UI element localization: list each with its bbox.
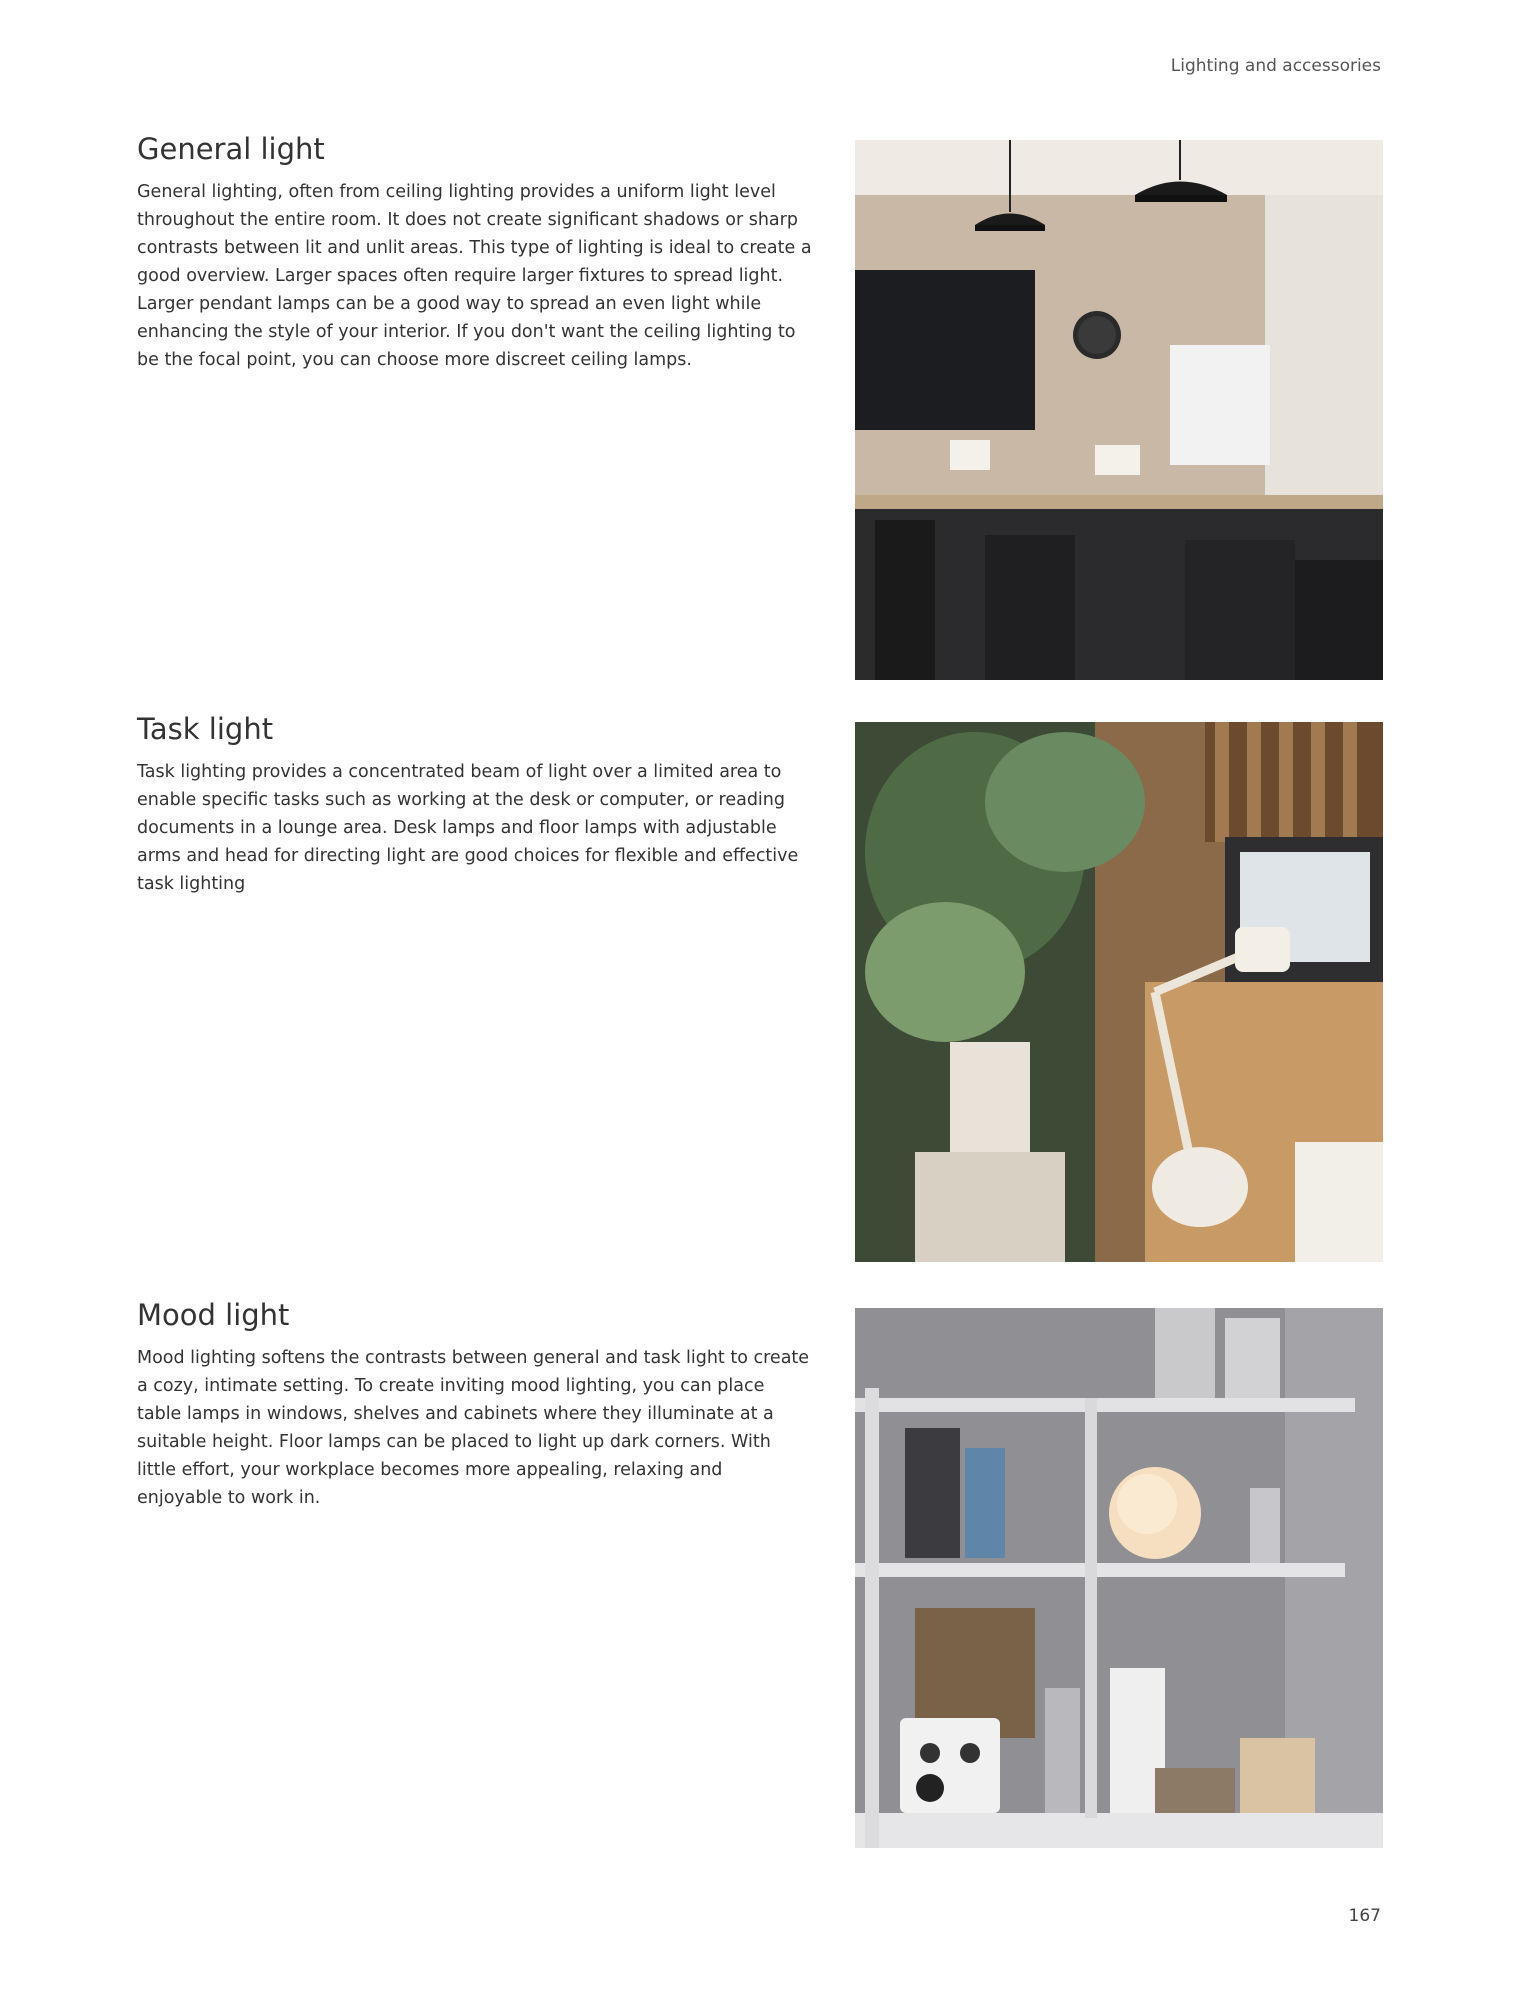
running-header: Lighting and accessories bbox=[1170, 56, 1381, 76]
section-title-mood-light: Mood light bbox=[137, 1298, 290, 1332]
section-title-general-light: General light bbox=[137, 132, 325, 166]
page-number: 167 bbox=[1348, 1906, 1381, 1926]
section-body-mood-light: Mood lighting softens the contrasts between general and task light to create a cozy, intimate setting. To create inviting mood lighting, you can place table lamps in windows, shelves and cabinets where they illuminate at a suitable height. Floor lamps can be placed to light up dark corners. With little effort, your workplace becomes more appealing, relaxing and enjoyable to work in. bbox=[137, 1348, 810, 1508]
section-body-general-light: General lighting, often from ceiling lighting provides a uniform light level throughout the entire room. It does not create significant shadows or sharp contrasts between lit and unlit areas. This type of lighting is ideal to create a good overview. Larger spaces often require larger fixtures to spread light. Larger pendant lamps can be a good way to spread an even light while enhancing the style of your interior. If you don't want the ceiling lighting to be the focal point, you can choose more discreet ceiling lamps. bbox=[137, 182, 812, 370]
photo-office-pendant-lamps bbox=[855, 140, 1383, 680]
section-body-task-light: Task lighting provides a concentrated beam of light over a limited area to enable specific tasks such as working at the desk or computer, or reading documents in a lounge area. Desk lamps and floor lamps with adjustable arms and head for directing light are good choices for flexible and effective task lighting bbox=[137, 762, 799, 894]
photo-desk-lamp-plants bbox=[855, 722, 1383, 1262]
section-title-task-light: Task light bbox=[137, 712, 274, 746]
photo-shelf-mood-lamp bbox=[855, 1308, 1383, 1848]
